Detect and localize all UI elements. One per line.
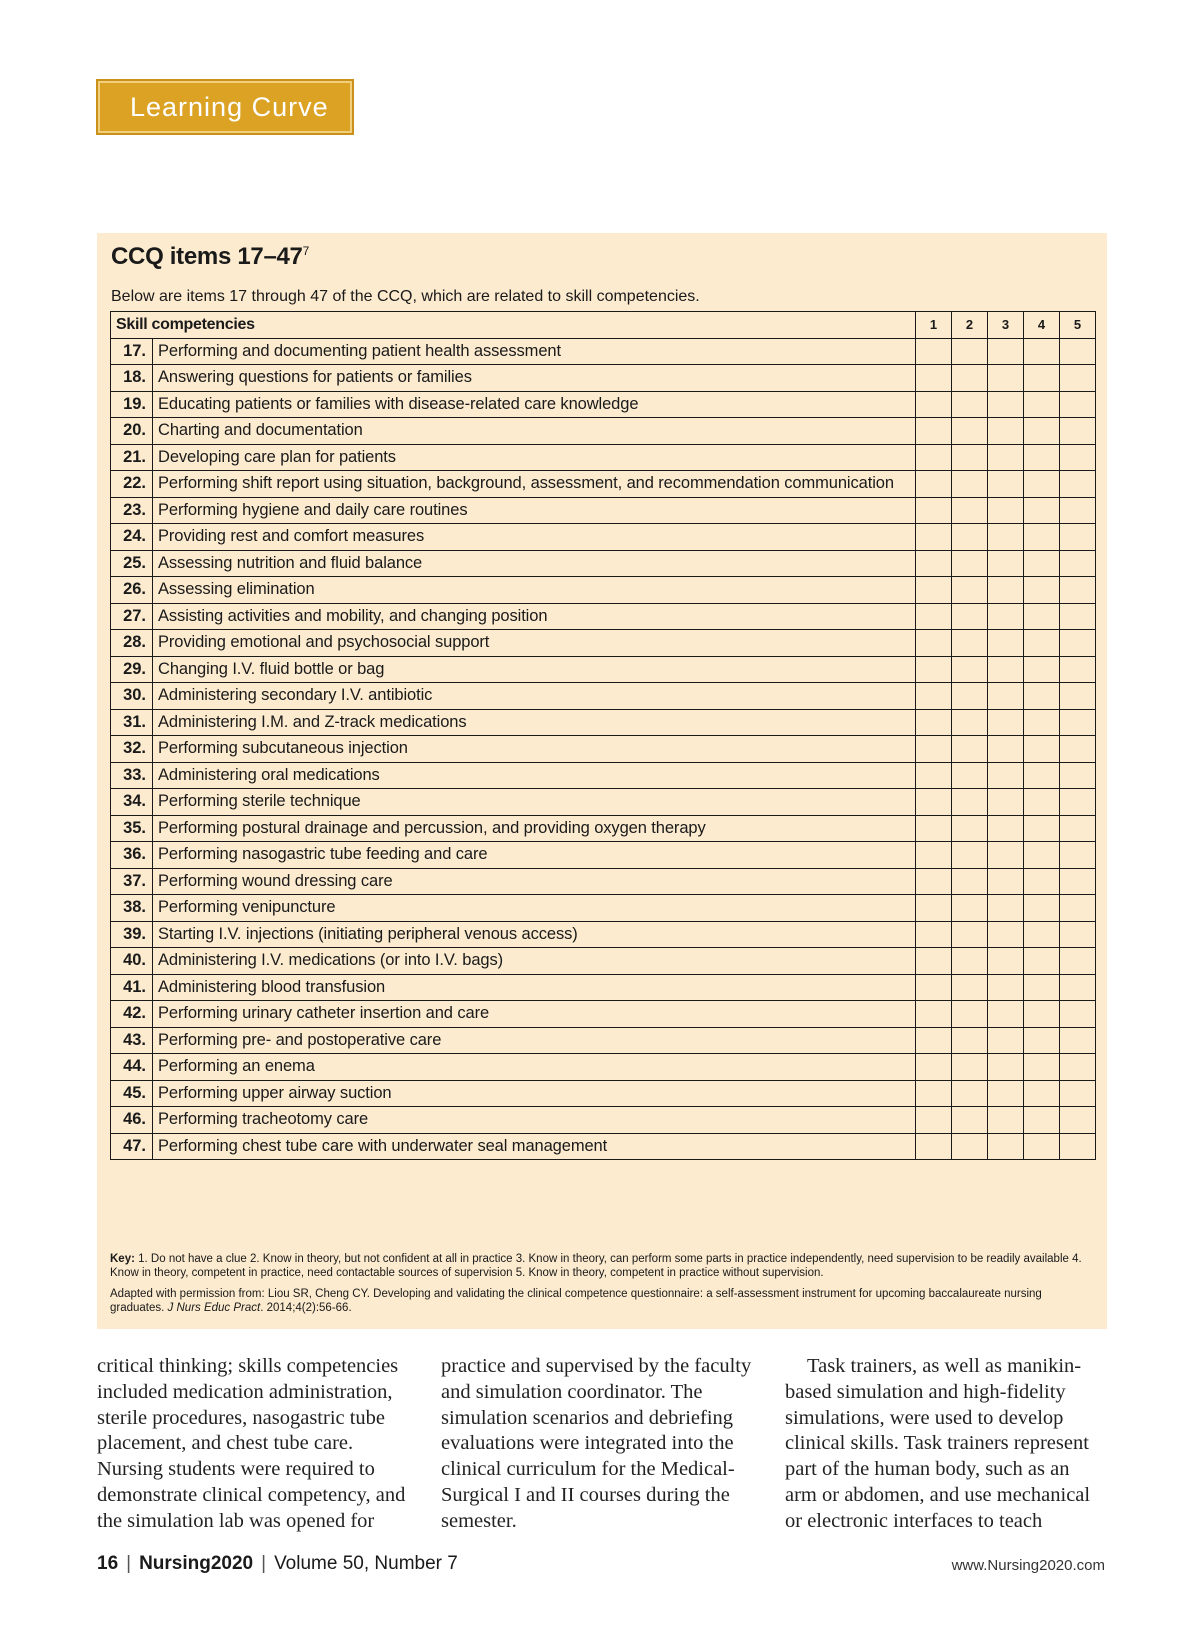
score-cell-4[interactable] bbox=[1024, 842, 1060, 869]
score-cell-1[interactable] bbox=[916, 683, 952, 710]
score-cell-3[interactable] bbox=[988, 762, 1024, 789]
header-score-5: 5 bbox=[1060, 312, 1096, 339]
table-row bbox=[111, 656, 1096, 683]
score-cell-5[interactable] bbox=[1060, 391, 1096, 418]
score-cell-2[interactable] bbox=[952, 736, 988, 763]
score-cell-3[interactable] bbox=[988, 974, 1024, 1001]
adapted-journal: J Nurs Educ Pract bbox=[167, 1302, 261, 1314]
score-cell-1[interactable] bbox=[916, 497, 952, 524]
body-column-3 bbox=[785, 1354, 1105, 1535]
score-cell-4[interactable] bbox=[1024, 630, 1060, 657]
score-cell-2[interactable] bbox=[952, 550, 988, 577]
score-cell-1[interactable] bbox=[916, 524, 952, 551]
table-row bbox=[111, 1027, 1096, 1054]
item-number: 22. bbox=[111, 471, 153, 498]
score-cell-1[interactable] bbox=[916, 762, 952, 789]
score-cell-4[interactable] bbox=[1024, 365, 1060, 392]
score-cell-3[interactable] bbox=[988, 921, 1024, 948]
item-skill-text: Performing chest tube care with underwater seal management bbox=[153, 1133, 916, 1160]
score-cell-5[interactable] bbox=[1060, 577, 1096, 604]
score-cell-1[interactable] bbox=[916, 736, 952, 763]
table-row bbox=[111, 921, 1096, 948]
item-skill-text: Charting and documentation bbox=[153, 418, 916, 445]
score-cell-3[interactable] bbox=[988, 683, 1024, 710]
score-cell-5[interactable] bbox=[1060, 762, 1096, 789]
score-cell-1[interactable] bbox=[916, 948, 952, 975]
table-header-row bbox=[111, 312, 1096, 339]
item-number: 39. bbox=[111, 921, 153, 948]
item-skill-text: Performing postural drainage and percussion, and providing oxygen therapy bbox=[153, 815, 916, 842]
score-cell-5[interactable] bbox=[1060, 524, 1096, 551]
score-cell-4[interactable] bbox=[1024, 577, 1060, 604]
table-row bbox=[111, 1080, 1096, 1107]
score-cell-5[interactable] bbox=[1060, 789, 1096, 816]
item-number: 33. bbox=[111, 762, 153, 789]
score-cell-3[interactable] bbox=[988, 656, 1024, 683]
score-cell-2[interactable] bbox=[952, 683, 988, 710]
score-cell-2[interactable] bbox=[952, 868, 988, 895]
item-skill-text: Assessing elimination bbox=[153, 577, 916, 604]
score-cell-3[interactable] bbox=[988, 391, 1024, 418]
score-cell-1[interactable] bbox=[916, 365, 952, 392]
score-cell-4[interactable] bbox=[1024, 1107, 1060, 1134]
score-cell-3[interactable] bbox=[988, 497, 1024, 524]
score-cell-5[interactable] bbox=[1060, 656, 1096, 683]
score-cell-3[interactable] bbox=[988, 1080, 1024, 1107]
item-number: 44. bbox=[111, 1054, 153, 1081]
score-cell-2[interactable] bbox=[952, 1133, 988, 1160]
score-cell-2[interactable] bbox=[952, 1027, 988, 1054]
item-skill-text: Administering I.M. and Z-track medications bbox=[153, 709, 916, 736]
score-cell-2[interactable] bbox=[952, 895, 988, 922]
item-skill-text: Performing upper airway suction bbox=[153, 1080, 916, 1107]
item-skill-text: Administering I.V. medications (or into I.V. bags) bbox=[153, 948, 916, 975]
item-skill-text: Developing care plan for patients bbox=[153, 444, 916, 471]
table-row bbox=[111, 603, 1096, 630]
score-cell-2[interactable] bbox=[952, 497, 988, 524]
score-cell-4[interactable] bbox=[1024, 974, 1060, 1001]
item-number: 31. bbox=[111, 709, 153, 736]
item-skill-text: Performing wound dressing care bbox=[153, 868, 916, 895]
score-cell-2[interactable] bbox=[952, 709, 988, 736]
table-row bbox=[111, 948, 1096, 975]
footer-url: www.Nursing2020.com bbox=[951, 1557, 1105, 1574]
score-cell-4[interactable] bbox=[1024, 709, 1060, 736]
table-row bbox=[111, 709, 1096, 736]
score-cell-2[interactable] bbox=[952, 603, 988, 630]
table-row bbox=[111, 418, 1096, 445]
score-cell-1[interactable] bbox=[916, 1054, 952, 1081]
score-cell-3[interactable] bbox=[988, 1054, 1024, 1081]
item-number: 29. bbox=[111, 656, 153, 683]
score-cell-5[interactable] bbox=[1060, 736, 1096, 763]
score-cell-1[interactable] bbox=[916, 444, 952, 471]
item-skill-text: Performing tracheotomy care bbox=[153, 1107, 916, 1134]
item-skill-text: Administering blood transfusion bbox=[153, 974, 916, 1001]
score-cell-2[interactable] bbox=[952, 1054, 988, 1081]
score-cell-1[interactable] bbox=[916, 709, 952, 736]
score-cell-1[interactable] bbox=[916, 815, 952, 842]
score-cell-2[interactable] bbox=[952, 789, 988, 816]
score-cell-4[interactable] bbox=[1024, 895, 1060, 922]
score-cell-3[interactable] bbox=[988, 815, 1024, 842]
table-row bbox=[111, 524, 1096, 551]
score-cell-4[interactable] bbox=[1024, 815, 1060, 842]
item-number: 37. bbox=[111, 868, 153, 895]
score-cell-2[interactable] bbox=[952, 577, 988, 604]
table-row bbox=[111, 1001, 1096, 1028]
score-cell-2[interactable] bbox=[952, 762, 988, 789]
score-cell-5[interactable] bbox=[1060, 842, 1096, 869]
score-cell-3[interactable] bbox=[988, 1107, 1024, 1134]
score-cell-2[interactable] bbox=[952, 1001, 988, 1028]
score-cell-4[interactable] bbox=[1024, 762, 1060, 789]
score-cell-2[interactable] bbox=[952, 1080, 988, 1107]
score-cell-2[interactable] bbox=[952, 630, 988, 657]
body-column-2 bbox=[441, 1354, 761, 1535]
score-cell-4[interactable] bbox=[1024, 1001, 1060, 1028]
item-skill-text: Assisting activities and mobility, and changing position bbox=[153, 603, 916, 630]
item-number: 20. bbox=[111, 418, 153, 445]
table-body bbox=[111, 338, 1096, 1160]
score-cell-5[interactable] bbox=[1060, 365, 1096, 392]
table-row bbox=[111, 577, 1096, 604]
item-number: 32. bbox=[111, 736, 153, 763]
score-cell-5[interactable] bbox=[1060, 497, 1096, 524]
score-cell-5[interactable] bbox=[1060, 895, 1096, 922]
table-row bbox=[111, 365, 1096, 392]
table-row bbox=[111, 1133, 1096, 1160]
score-cell-5[interactable] bbox=[1060, 815, 1096, 842]
header-score-3: 3 bbox=[988, 312, 1024, 339]
score-cell-2[interactable] bbox=[952, 842, 988, 869]
table-row bbox=[111, 842, 1096, 869]
score-cell-3[interactable] bbox=[988, 577, 1024, 604]
score-cell-2[interactable] bbox=[952, 1107, 988, 1134]
key-note bbox=[110, 1252, 1095, 1280]
score-cell-4[interactable] bbox=[1024, 444, 1060, 471]
item-skill-text: Performing nasogastric tube feeding and care bbox=[153, 842, 916, 869]
score-cell-1[interactable] bbox=[916, 656, 952, 683]
table-row bbox=[111, 1054, 1096, 1081]
score-cell-5[interactable] bbox=[1060, 603, 1096, 630]
table-row bbox=[111, 497, 1096, 524]
score-cell-3[interactable] bbox=[988, 736, 1024, 763]
item-number: 42. bbox=[111, 1001, 153, 1028]
score-cell-5[interactable] bbox=[1060, 709, 1096, 736]
score-cell-4[interactable] bbox=[1024, 789, 1060, 816]
ccq-title-text: CCQ items 17–47 bbox=[111, 243, 303, 270]
item-number: 28. bbox=[111, 630, 153, 657]
table-row bbox=[111, 736, 1096, 763]
score-cell-1[interactable] bbox=[916, 1001, 952, 1028]
score-cell-5[interactable] bbox=[1060, 630, 1096, 657]
item-skill-text: Performing an enema bbox=[153, 1054, 916, 1081]
score-cell-3[interactable] bbox=[988, 365, 1024, 392]
table-row bbox=[111, 444, 1096, 471]
score-cell-2[interactable] bbox=[952, 338, 988, 365]
item-skill-text: Performing urinary catheter insertion and care bbox=[153, 1001, 916, 1028]
score-cell-5[interactable] bbox=[1060, 921, 1096, 948]
score-cell-5[interactable] bbox=[1060, 868, 1096, 895]
score-cell-1[interactable] bbox=[916, 603, 952, 630]
score-cell-4[interactable] bbox=[1024, 1027, 1060, 1054]
score-cell-4[interactable] bbox=[1024, 868, 1060, 895]
footer-left bbox=[97, 1553, 458, 1575]
score-cell-5[interactable] bbox=[1060, 974, 1096, 1001]
item-number: 30. bbox=[111, 683, 153, 710]
score-cell-5[interactable] bbox=[1060, 1107, 1096, 1134]
score-cell-2[interactable] bbox=[952, 365, 988, 392]
score-cell-4[interactable] bbox=[1024, 391, 1060, 418]
item-number: 23. bbox=[111, 497, 153, 524]
body-text-2: practice and supervised by the faculty and simulation coordinator. The simulation scenarios and debriefing evaluations were integrated into the clinical curriculum for the Medical-Surgical I and II courses during the semester. bbox=[441, 1355, 752, 1532]
table-row bbox=[111, 550, 1096, 577]
table-row bbox=[111, 683, 1096, 710]
score-cell-1[interactable] bbox=[916, 868, 952, 895]
score-cell-1[interactable] bbox=[916, 921, 952, 948]
score-cell-3[interactable] bbox=[988, 868, 1024, 895]
score-cell-1[interactable] bbox=[916, 789, 952, 816]
score-cell-1[interactable] bbox=[916, 1107, 952, 1134]
item-skill-text: Changing I.V. fluid bottle or bag bbox=[153, 656, 916, 683]
score-cell-1[interactable] bbox=[916, 1133, 952, 1160]
item-skill-text: Performing subcutaneous injection bbox=[153, 736, 916, 763]
body-text-3: Task trainers, as well as manikin-based simulation and high-fidelity simulations, were used to develop clinical skills. Task trainers represent part of the human body, such as an arm or abdomen, and use mechanical or electronic interfaces to teach bbox=[785, 1355, 1091, 1532]
item-skill-text: Performing venipuncture bbox=[153, 895, 916, 922]
score-cell-2[interactable] bbox=[952, 391, 988, 418]
score-cell-5[interactable] bbox=[1060, 471, 1096, 498]
score-cell-4[interactable] bbox=[1024, 603, 1060, 630]
header-score-2: 2 bbox=[952, 312, 988, 339]
item-skill-text: Performing sterile technique bbox=[153, 789, 916, 816]
item-number: 45. bbox=[111, 1080, 153, 1107]
score-cell-2[interactable] bbox=[952, 974, 988, 1001]
score-cell-4[interactable] bbox=[1024, 338, 1060, 365]
score-cell-5[interactable] bbox=[1060, 338, 1096, 365]
score-cell-3[interactable] bbox=[988, 471, 1024, 498]
score-cell-4[interactable] bbox=[1024, 1080, 1060, 1107]
item-skill-text: Performing hygiene and daily care routines bbox=[153, 497, 916, 524]
score-cell-3[interactable] bbox=[988, 630, 1024, 657]
item-number: 35. bbox=[111, 815, 153, 842]
adapted-note bbox=[110, 1287, 1095, 1315]
score-cell-5[interactable] bbox=[1060, 1133, 1096, 1160]
item-number: 25. bbox=[111, 550, 153, 577]
score-cell-3[interactable] bbox=[988, 1027, 1024, 1054]
score-cell-4[interactable] bbox=[1024, 683, 1060, 710]
adapted-text: Adapted with permission from: Liou SR, Cheng CY. Developing and validating the clinical competence questionnaire: a self-assessment instrument for upcoming baccalaureate nursing graduates. bbox=[110, 1288, 1042, 1314]
score-cell-2[interactable] bbox=[952, 471, 988, 498]
score-cell-1[interactable] bbox=[916, 418, 952, 445]
score-cell-2[interactable] bbox=[952, 656, 988, 683]
score-cell-1[interactable] bbox=[916, 630, 952, 657]
score-cell-1[interactable] bbox=[916, 391, 952, 418]
item-skill-text: Starting I.V. injections (initiating peripheral venous access) bbox=[153, 921, 916, 948]
score-cell-2[interactable] bbox=[952, 444, 988, 471]
score-cell-5[interactable] bbox=[1060, 683, 1096, 710]
item-skill-text: Performing shift report using situation, background, assessment, and recommendation communication bbox=[153, 471, 916, 498]
section-tab: Learning Curve bbox=[96, 79, 354, 135]
score-cell-5[interactable] bbox=[1060, 1001, 1096, 1028]
item-number: 47. bbox=[111, 1133, 153, 1160]
score-cell-3[interactable] bbox=[988, 1001, 1024, 1028]
item-number: 41. bbox=[111, 974, 153, 1001]
score-cell-3[interactable] bbox=[988, 524, 1024, 551]
table-row bbox=[111, 471, 1096, 498]
score-cell-1[interactable] bbox=[916, 1080, 952, 1107]
item-number: 38. bbox=[111, 895, 153, 922]
score-cell-1[interactable] bbox=[916, 338, 952, 365]
item-number: 21. bbox=[111, 444, 153, 471]
item-number: 43. bbox=[111, 1027, 153, 1054]
score-cell-5[interactable] bbox=[1060, 1080, 1096, 1107]
body-text-1: critical thinking; skills competencies included medication administration, sterile procedures, nasogastric tube placement, and chest tube care. Nursing students were required to demonstrate clinical competency, and the simulation lab was opened for bbox=[97, 1355, 406, 1532]
score-cell-1[interactable] bbox=[916, 577, 952, 604]
score-cell-3[interactable] bbox=[988, 895, 1024, 922]
body-column-1 bbox=[97, 1354, 417, 1535]
table-row bbox=[111, 630, 1096, 657]
score-cell-5[interactable] bbox=[1060, 418, 1096, 445]
score-cell-1[interactable] bbox=[916, 842, 952, 869]
score-cell-3[interactable] bbox=[988, 603, 1024, 630]
table-row bbox=[111, 895, 1096, 922]
item-number: 24. bbox=[111, 524, 153, 551]
score-cell-1[interactable] bbox=[916, 974, 952, 1001]
score-cell-4[interactable] bbox=[1024, 921, 1060, 948]
item-number: 27. bbox=[111, 603, 153, 630]
score-cell-2[interactable] bbox=[952, 524, 988, 551]
table-row bbox=[111, 338, 1096, 365]
score-cell-4[interactable] bbox=[1024, 497, 1060, 524]
table-row bbox=[111, 391, 1096, 418]
score-cell-4[interactable] bbox=[1024, 550, 1060, 577]
item-skill-text: Performing pre- and postoperative care bbox=[153, 1027, 916, 1054]
item-number: 34. bbox=[111, 789, 153, 816]
item-skill-text: Providing rest and comfort measures bbox=[153, 524, 916, 551]
volume-info: Volume 50, Number 7 bbox=[274, 1553, 458, 1574]
item-number: 40. bbox=[111, 948, 153, 975]
score-cell-4[interactable] bbox=[1024, 471, 1060, 498]
item-number: 19. bbox=[111, 391, 153, 418]
item-skill-text: Assessing nutrition and fluid balance bbox=[153, 550, 916, 577]
ccq-sidebar-box bbox=[97, 233, 1107, 1329]
score-cell-1[interactable] bbox=[916, 1027, 952, 1054]
item-number: 18. bbox=[111, 365, 153, 392]
table-row bbox=[111, 1107, 1096, 1134]
score-cell-4[interactable] bbox=[1024, 736, 1060, 763]
score-cell-5[interactable] bbox=[1060, 948, 1096, 975]
item-skill-text: Performing and documenting patient health assessment bbox=[153, 338, 916, 365]
score-cell-3[interactable] bbox=[988, 789, 1024, 816]
score-cell-3[interactable] bbox=[988, 418, 1024, 445]
table-row bbox=[111, 762, 1096, 789]
score-cell-4[interactable] bbox=[1024, 1054, 1060, 1081]
score-cell-4[interactable] bbox=[1024, 1133, 1060, 1160]
score-cell-3[interactable] bbox=[988, 338, 1024, 365]
header-skill-competencies: Skill competencies bbox=[111, 312, 916, 339]
score-cell-3[interactable] bbox=[988, 1133, 1024, 1160]
score-cell-4[interactable] bbox=[1024, 418, 1060, 445]
score-cell-5[interactable] bbox=[1060, 1027, 1096, 1054]
table-row bbox=[111, 868, 1096, 895]
score-cell-4[interactable] bbox=[1024, 524, 1060, 551]
item-skill-text: Administering secondary I.V. antibiotic bbox=[153, 683, 916, 710]
table-row bbox=[111, 815, 1096, 842]
table-row bbox=[111, 789, 1096, 816]
magazine-name: Nursing2020 bbox=[139, 1553, 254, 1574]
score-cell-2[interactable] bbox=[952, 815, 988, 842]
footer-separator-2: | bbox=[261, 1553, 267, 1574]
score-cell-3[interactable] bbox=[988, 948, 1024, 975]
score-cell-3[interactable] bbox=[988, 550, 1024, 577]
table-row bbox=[111, 974, 1096, 1001]
key-text: 1. Do not have a clue 2. Know in theory, but not confident at all in practice 3. Know in theory, can perform some parts in practice independently, need supervision to be readily available 4. Know in theory, competent in practice, need contactable sources of supervision 5. Know in theory, competent in practice without supervision. bbox=[110, 1253, 1082, 1279]
score-cell-4[interactable] bbox=[1024, 948, 1060, 975]
item-skill-text: Administering oral medications bbox=[153, 762, 916, 789]
item-number: 17. bbox=[111, 338, 153, 365]
score-cell-5[interactable] bbox=[1060, 550, 1096, 577]
score-cell-3[interactable] bbox=[988, 842, 1024, 869]
adapted-citation: . 2014;4(2):56-66. bbox=[260, 1302, 352, 1314]
score-cell-1[interactable] bbox=[916, 550, 952, 577]
skill-competencies-table bbox=[110, 311, 1096, 1160]
score-cell-4[interactable] bbox=[1024, 656, 1060, 683]
footer-separator-1: | bbox=[126, 1553, 132, 1574]
score-cell-3[interactable] bbox=[988, 709, 1024, 736]
score-cell-2[interactable] bbox=[952, 921, 988, 948]
item-number: 36. bbox=[111, 842, 153, 869]
item-number: 46. bbox=[111, 1107, 153, 1134]
ccq-title-reference: 7 bbox=[302, 244, 309, 258]
score-cell-3[interactable] bbox=[988, 444, 1024, 471]
score-cell-5[interactable] bbox=[1060, 444, 1096, 471]
ccq-title bbox=[111, 243, 309, 271]
header-score-1: 1 bbox=[916, 312, 952, 339]
score-cell-5[interactable] bbox=[1060, 1054, 1096, 1081]
item-skill-text: Providing emotional and psychosocial support bbox=[153, 630, 916, 657]
score-cell-1[interactable] bbox=[916, 471, 952, 498]
item-number: 26. bbox=[111, 577, 153, 604]
item-skill-text: Answering questions for patients or families bbox=[153, 365, 916, 392]
score-cell-1[interactable] bbox=[916, 895, 952, 922]
score-cell-2[interactable] bbox=[952, 948, 988, 975]
page-number: 16 bbox=[97, 1553, 119, 1574]
header-score-4: 4 bbox=[1024, 312, 1060, 339]
key-label: Key: bbox=[110, 1253, 135, 1265]
score-cell-2[interactable] bbox=[952, 418, 988, 445]
ccq-intro: Below are items 17 through 47 of the CCQ, which are related to skill competencies. bbox=[111, 288, 700, 305]
item-skill-text: Educating patients or families with disease-related care knowledge bbox=[153, 391, 916, 418]
